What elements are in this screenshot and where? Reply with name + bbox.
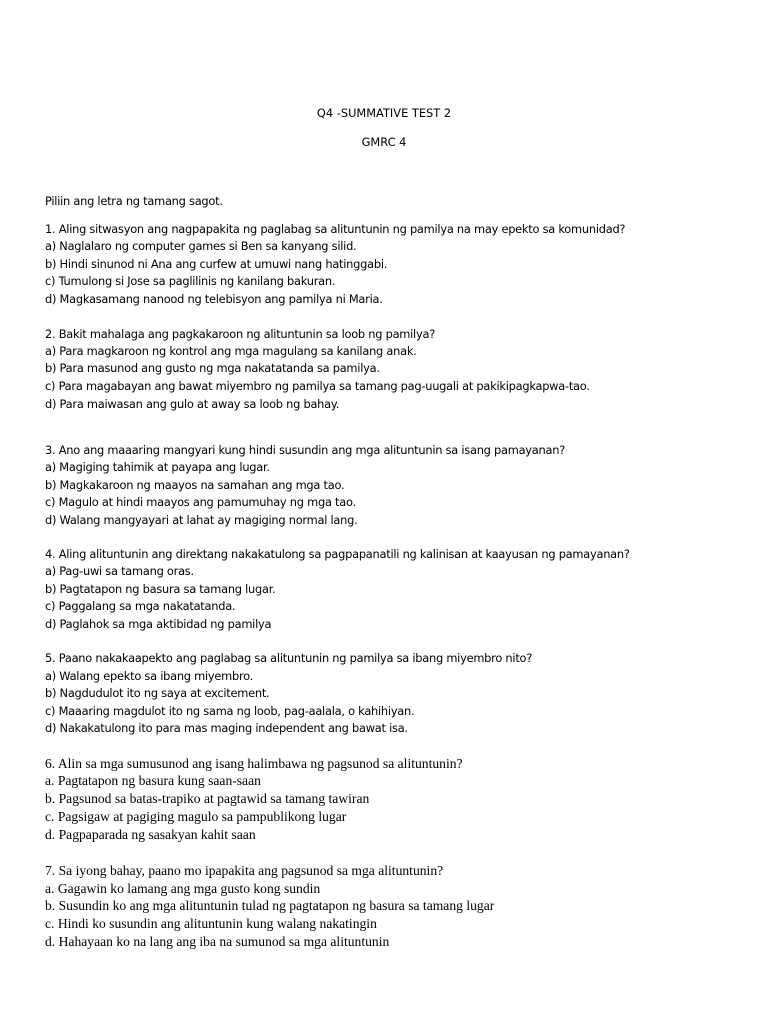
choice-5c: c) Maaaring magdulot ito ng sama ng loob, pag-aalala, o kahihiyan. xyxy=(45,704,415,718)
question-1: 1. Aling sitwasyon ang nagpapakita ng paglabag sa alituntunin ng pamilya na may epekto sa komunidad? xyxy=(45,222,626,236)
question-5: 5. Paano nakakaapekto ang paglabag sa alituntunin ng pamilya sa ibang miyembro nito? xyxy=(45,651,533,665)
choice-4b: b) Pagtatapon ng basura sa tamang lugar. xyxy=(45,582,276,596)
choice-5d: d) Nakakatulong ito para mas maging independent ang bawat isa. xyxy=(45,721,408,735)
question-6: 6. Alin sa mga sumusunod ang isang halimbawa ng pagsunod sa alituntunin? xyxy=(45,756,463,771)
choice-6d: d. Pagpaparada ng sasakyan kahit saan xyxy=(45,827,256,842)
choice-4c: c) Paggalang sa mga nakatatanda. xyxy=(45,599,236,613)
choice-1d: d) Magkasamang nanood ng telebisyon ang pamilya ni Maria. xyxy=(45,292,383,306)
choice-5b: b) Nagdudulot ito ng saya at excitement. xyxy=(45,686,270,700)
choice-2b: b) Para masunod ang gusto ng mga nakatatanda sa pamilya. xyxy=(45,361,380,375)
choice-7d: d. Hahayaan ko na lang ang iba na sumunod sa mga alituntunin xyxy=(45,934,390,949)
choice-1a: a) Naglalaro ng computer games si Ben sa kanyang silid. xyxy=(45,239,357,253)
choice-1b: b) Hindi sinunod ni Ana ang curfew at umuwi nang hatinggabi. xyxy=(45,257,388,271)
choice-3a: a) Magiging tahimik at payapa ang lugar. xyxy=(45,460,270,474)
choice-4d: d) Paglahok sa mga aktibidad ng pamilya xyxy=(45,617,272,631)
choice-2d: d) Para maiwasan ang gulo at away sa loob ng bahay. xyxy=(45,397,340,411)
choice-2a: a) Para magkaroon ng kontrol ang mga magulang sa kanilang anak. xyxy=(45,344,417,358)
question-3: 3. Ano ang maaaring mangyari kung hindi susundin ang mga alituntunin sa isang pamayanan? xyxy=(45,443,565,457)
choice-5a: a) Walang epekto sa ibang miyembro. xyxy=(45,669,254,683)
instructions: Piliin ang letra ng tamang sagot. xyxy=(45,194,223,208)
choice-7b: b. Susundin ko ang mga alituntunin tulad ng pagtatapon ng basura sa tamang lugar xyxy=(45,898,495,913)
test-title: Q4 -SUMMATIVE TEST 2 xyxy=(316,106,452,120)
question-2: 2. Bakit mahalaga ang pagkakaroon ng alituntunin sa loob ng pamilya? xyxy=(45,327,435,341)
choice-3d: d) Walang mangyayari at lahat ay magiging normal lang. xyxy=(45,513,358,527)
question-4: 4. Aling alituntunin ang direktang nakakatulong sa pagpapanatili ng kalinisan at kaayusan ng pamayanan? xyxy=(45,547,630,561)
choice-4a: a) Pag-uwi sa tamang oras. xyxy=(45,564,194,578)
choice-1c: c) Tumulong si Jose sa paglilinis ng kanilang bakuran. xyxy=(45,274,336,288)
choice-3c: c) Magulo at hindi maayos ang pamumuhay ng mga tao. xyxy=(45,495,356,509)
choice-7c: c. Hindi ko susundin ang alituntunin kung walang nakatingin xyxy=(45,916,377,931)
choice-2c: c) Para magabayan ang bawat miyembro ng pamilya sa tamang pag-uugali at pakikipagkapwa-tao. xyxy=(45,379,590,393)
choice-6b: b. Pagsunod sa batas-trapiko at pagtawid sa tamang tawiran xyxy=(45,791,370,806)
choice-6a: a. Pagtatapon ng basura kung saan-saan xyxy=(45,773,261,788)
choice-6c: c. Pagsigaw at pagiging magulo sa pampublikong lugar xyxy=(45,809,347,824)
choice-7a: a. Gagawin ko lamang ang mga gusto kong sundin xyxy=(45,881,321,896)
question-7: 7. Sa iyong bahay, paano mo ipapakita ang pagsunod sa mga alituntunin? xyxy=(45,863,444,878)
choice-3b: b) Magkakaroon ng maayos na samahan ang mga tao. xyxy=(45,478,345,492)
subject-title: GMRC 4 xyxy=(361,135,407,149)
